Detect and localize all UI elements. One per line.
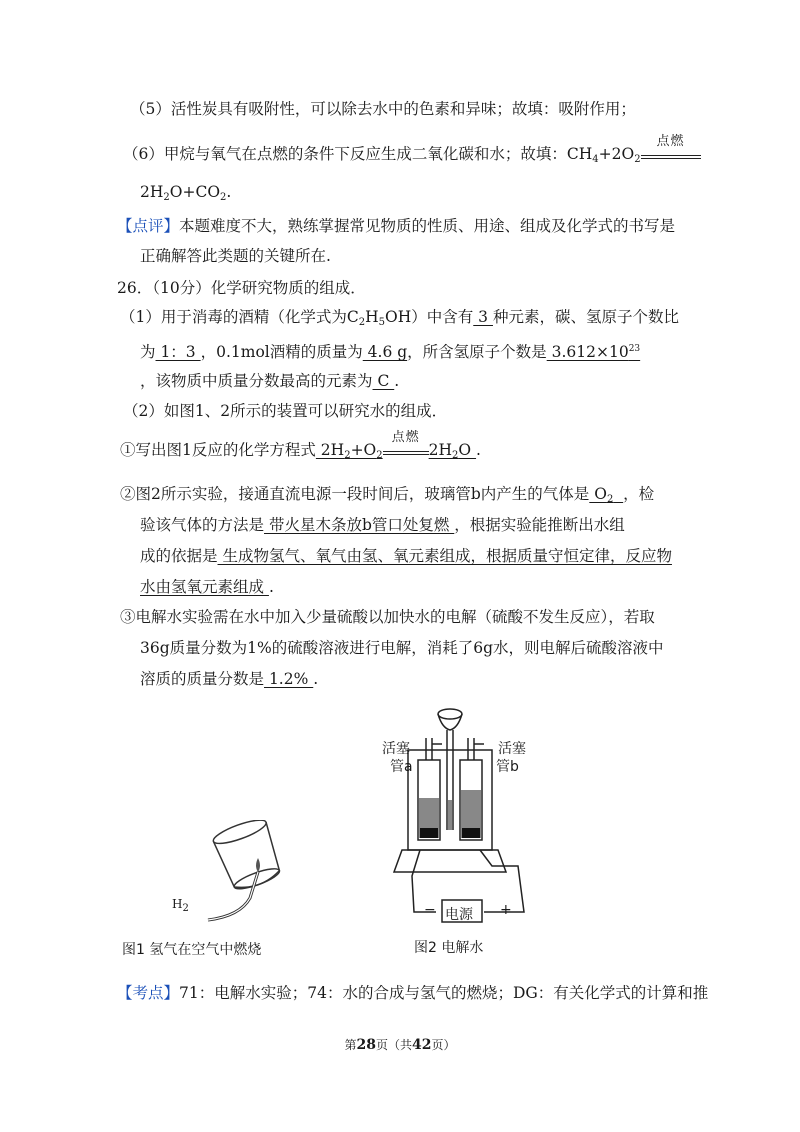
tube-a-label: 管a	[390, 759, 413, 775]
electrolysis-apparatus-figure	[388, 700, 548, 925]
positive-terminal: +	[500, 902, 512, 918]
comment-line-2: 正确解答此类题的关键所在.	[140, 247, 331, 265]
page-footer: 第28页（共42页）	[344, 1037, 456, 1053]
hydrogen-burning-figure	[180, 820, 300, 930]
valve-right-label: 活塞	[498, 741, 526, 757]
q26-part2-q2-line1: ②图2所示实验，接通直流电源一段时间后，玻璃管b内产生的气体是 $O_2$ ，检	[120, 485, 655, 505]
answer-line-5: （5）活性炭具有吸附性，可以除去水中的色素和异味；故填：吸附作用；	[130, 100, 636, 118]
comment-line: 【点评】本题难度不大，熟练掌握常见物质的性质、用途、组成及化学式的书写是	[117, 217, 676, 235]
q26-part1-line3: ，该物质中质量分数最高的元素为 C .	[140, 372, 400, 390]
tube-b-label: 管b	[496, 759, 519, 775]
kaodian-tag: 【考点】	[117, 984, 180, 1002]
condition-arrow-2: 点燃	[383, 442, 429, 455]
q26-part2-q3-line3: 溶质的质量分数是 1.2% .	[140, 670, 319, 688]
comment-tag: 【点评】	[117, 217, 180, 235]
q26-part1-line2: 为 1：3 ，0.1mol酒精的质量为 4.6 g，所含氢原子个数是 $3.612\times 10^{23}$	[140, 343, 641, 361]
answer-line-6-cont: $2H_2O+CO_2$.	[140, 183, 232, 203]
q26-part2-q2-line2: 验该气体的方法是 带火星木条放b管口处复燃 ，根据实验能推断出水组	[140, 516, 625, 534]
q26-part2-q2-line3: 成的依据是 生成物氢气、氧气由氢、氧元素组成，根据质量守恒定律，反应物	[140, 547, 672, 565]
power-source-label: 电源	[445, 907, 473, 923]
valve-left-label: 活塞	[382, 741, 410, 757]
h2-label: $H_2$	[172, 897, 189, 914]
q26-part2-title: （2）如图1、2所示的装置可以研究水的组成．	[123, 402, 448, 420]
q26-part1-line1: （1）用于消毒的酒精（化学式为$C_2H_5OH$）中含有 3 种元素，碳、氢原子个数比	[120, 308, 679, 328]
condition-arrow: 点燃	[641, 146, 701, 159]
q26-part2-q3-line2: 36g质量分数为1%的硫酸溶液进行电解，消耗了6g水，则电解后硫酸溶液中	[140, 639, 664, 657]
figure-2-caption: 图2 电解水	[414, 940, 484, 956]
q26-part2-q2-line4: 水由氢氧元素组成 .	[140, 578, 274, 596]
q26-part2-q3-line1: ③电解水实验需在水中加入少量硫酸以加快水的电解（硫酸不发生反应），若取	[120, 608, 655, 626]
question-26-title: 26．（10分）化学研究物质的组成．	[117, 279, 366, 297]
answer-line-6: （6）甲烷与氧气在点燃的条件下反应生成二氧化碳和水；故填：$CH_4+2O_2$ 点燃	[123, 144, 701, 170]
kaodian-line: 【考点】71：电解水实验；74：水的合成与氢气的燃烧；DG：有关化学式的计算和推	[117, 984, 709, 1002]
negative-terminal: −	[424, 902, 436, 918]
q26-part2-q1: ①写出图1反应的化学方程式 $2H_2+O_2$ 点燃 $2H_2O$ .	[120, 430, 481, 461]
figure-1-caption: 图1 氢气在空气中燃烧	[122, 942, 262, 958]
